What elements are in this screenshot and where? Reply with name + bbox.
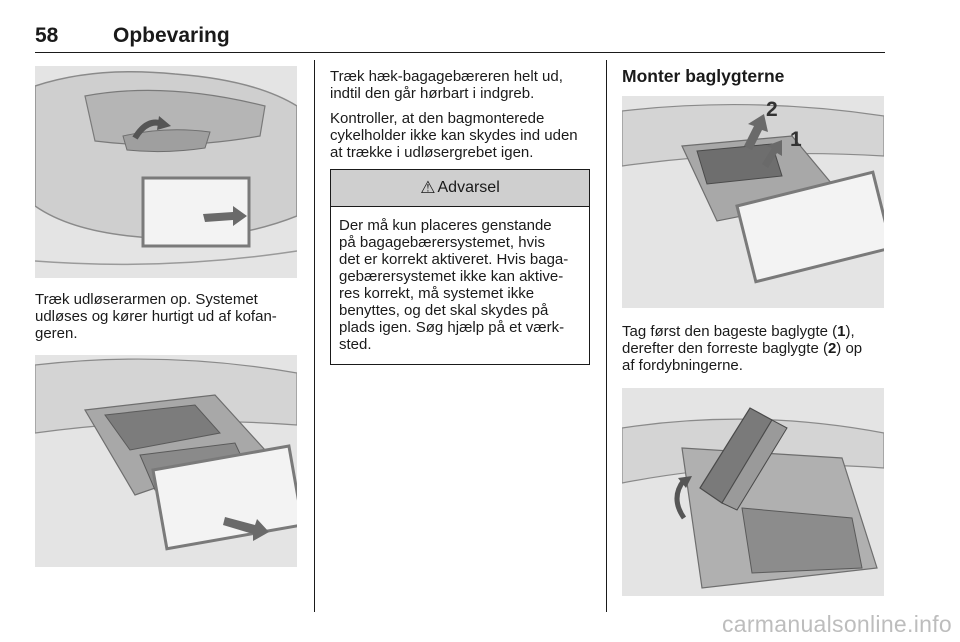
header-rule — [35, 52, 885, 53]
warning-line: det er korrekt aktiveret. Hvis baga- — [339, 251, 569, 268]
text-run: derefter den forreste baglygte ( — [622, 340, 828, 357]
reference-number: 1 — [837, 323, 846, 340]
column3-line — [622, 323, 892, 340]
column2-line: indtil den går hørbart i indgreb. — [330, 85, 535, 102]
column-divider-2 — [606, 60, 607, 612]
warning-line: sted. — [339, 336, 372, 353]
column2-line: Kontroller, at den bagmonterede — [330, 110, 545, 127]
reference-number: 2 — [827, 340, 837, 357]
warning-line: gebærersystemet ikke kan aktive- — [339, 268, 564, 285]
page-number: 58 — [35, 24, 59, 47]
text-run: Tag først den bageste baglygte ( — [622, 323, 838, 340]
column2-line: cykelholder ikke kan skydes ind uden — [330, 127, 578, 144]
illustration-carrier-extended — [35, 355, 297, 567]
watermark: carmanualsonline.info — [721, 611, 952, 637]
warning-line: Der må kun placeres genstande — [339, 217, 552, 234]
column1-line: geren. — [35, 325, 78, 342]
section-heading: Monter baglygterne — [622, 66, 785, 86]
warning-triangle-icon: ⚠ — [420, 178, 436, 197]
text-run: ) op — [836, 340, 863, 357]
warning-line: plads igen. Søg hjælp på et værk- — [339, 319, 565, 336]
column2-paragraph-2 — [330, 110, 600, 161]
illustration-lamp-removal — [622, 388, 884, 596]
figure-label-2: 2 — [766, 98, 778, 121]
column1-paragraph — [35, 291, 305, 342]
warning-header — [331, 170, 589, 207]
figure-label-1: 1 — [790, 128, 802, 151]
warning-title: Advarsel — [437, 179, 500, 196]
column1-line: udløses og kører hurtigt ud af kofan- — [35, 308, 277, 325]
illustration-rear-bumper-release — [35, 66, 297, 278]
column3-paragraph — [622, 323, 892, 374]
column3-line: af fordybningerne. — [622, 357, 743, 374]
column2-paragraph-1 — [330, 68, 600, 102]
illustration-tail-lights — [622, 96, 884, 308]
warning-box — [330, 169, 590, 365]
column3-line — [622, 340, 892, 357]
column2-line: at trække i udløsergrebet igen. — [330, 144, 534, 161]
text-run: ), — [845, 323, 855, 340]
warning-text — [331, 207, 589, 353]
warning-line: på bagagebærersystemet, hvis — [339, 234, 545, 251]
page-title: Opbevaring — [113, 24, 230, 47]
column1-line: Træk udløserarmen op. Systemet — [35, 291, 258, 308]
column-divider-1 — [314, 60, 315, 612]
warning-line: benyttes, og det skal skydes på — [339, 302, 549, 319]
column2-line: Træk hæk-bagagebæreren helt ud, — [330, 68, 563, 85]
warning-line: res korrekt, må systemet ikke — [339, 285, 535, 302]
